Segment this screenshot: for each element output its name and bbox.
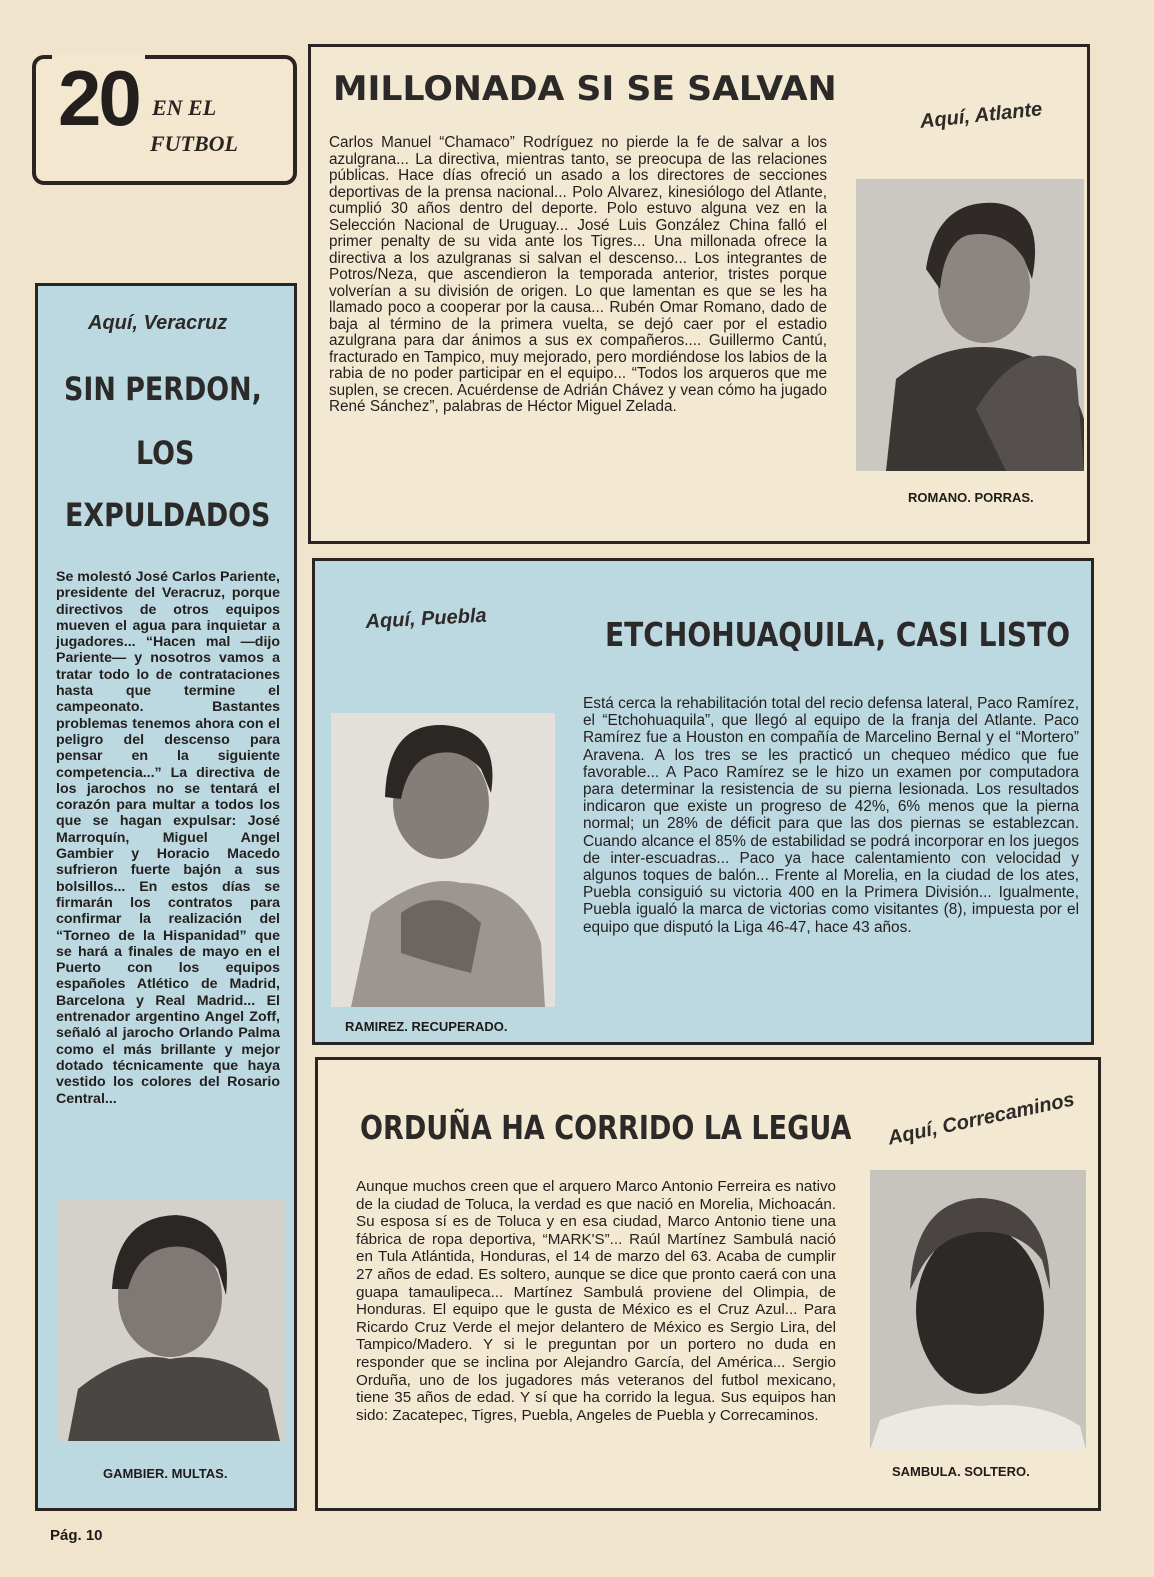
- article-body: Se molestó José Carlos Pariente, presidente del Veracruz, porque directivos de otros equipos mueven el agua para inquietar a jugadores... “Hacen mal —dijo Pariente— y nosotros vamos a tratar todo lo de contrataciones hasta que termine el campeonato. Bastantes problemas tenemos ahora con el peligro del descenso para pensar en la siguiente competencia...” La directiva de los jarochos no se tentará el corazón para multar a todos los que se hagan expulsar: José Marroquín, Miguel Angel Gambier y Horacio Macedo sufrieron fuerte bajón a sus bolsillos... En estos días se firmarán los contratos para confirmar la realización del “Torneo de la Hispanidad” que se hará a finales de mayo en el Puerto con los equipos españoles Atlético de Madrid, Barcelona y Real Madrid... El entrenador argentino Angel Zoff, señaló al jarocho Orlando Palma como el más brillante y mejor dotado técnicamente que haya vestido los colores del Rosario Central...: [56, 569, 280, 1107]
- section-masthead: [32, 55, 297, 185]
- player-photo-gambier: [58, 1199, 286, 1441]
- article-atlante: [308, 44, 1090, 544]
- photo-caption: ROMANO. PORRAS.: [908, 490, 1034, 505]
- photo-caption: GAMBIER. MULTAS.: [103, 1466, 228, 1481]
- section-number: 20: [52, 53, 145, 144]
- photo-caption: SAMBULA. SOLTERO.: [892, 1464, 1030, 1479]
- player-portrait-icon: [331, 713, 555, 1007]
- article-kicker: Aquí, Puebla: [365, 604, 488, 633]
- section-title-line1: EN EL: [152, 95, 217, 120]
- player-photo-romano: [856, 179, 1084, 471]
- article-body: Está cerca la rehabilitación total del recio defensa lateral, Paco Ramírez, el “Etchohuaquila”, que llegó al equipo de la franja del Atlante. Paco Ramírez fue a Houston en compañía de Marcelino Bernal y el “Mortero” Aravena. A los tres se les practicó un chequeo médico que fue favorable... A Paco Ramírez se le hizo un examen por computadora para determinar la resistencia de su pierna lesionada. Los resultados indicaron que existe un progreso de 42%, 6% menos que la pierna normal; un 28% de déficit para que las dos piernas se establezcan. Cuando alcance el 85% de estabilidad se podrá incorporar en los juegos de inter-escuadras... Paco ya hace calentamiento con velocidad y algunos toques de balón... Frente al Morelia, en la ciudad de los ates, Puebla consiguió su victoria 400 en la Primera División... Igualmente, Puebla igualó la marca de victorias como visitantes (8), impuesta por el equipo que disputó la Liga 46-47, hace 43 años.: [583, 695, 1079, 936]
- article-correcaminos: [315, 1057, 1101, 1511]
- player-portrait-icon: [856, 179, 1084, 471]
- player-portrait-icon: [58, 1199, 286, 1441]
- article-puebla: [312, 558, 1094, 1045]
- player-photo-ramirez: [331, 713, 555, 1007]
- section-title-line2: FUTBOL: [150, 131, 238, 156]
- article-veracruz: [35, 283, 297, 1511]
- player-photo-sambula: [870, 1170, 1086, 1450]
- article-body: Aunque muchos creen que el arquero Marco Antonio Ferreira es nativo de la ciudad de Toluca, la verdad es que nació en Morelia, Michoacán. Su esposa sí es de Toluca y en esa ciudad, Marco Antonio tiene una fábrica de ropa deportiva, “MARK'S”... Raúl Martínez Sambulá nació en Tula Atlántida, Honduras, el 14 de marzo del 63. Acaba de cumplir 27 años de edad. Es soltero, aunque se dice que pronto caerá con una guapa tamaulipeca... Martínez Sambulá proviene del Olimpia, de Honduras. El equipo que le gusta de México es el Cruz Azul... Para Ricardo Cruz Verde el mejor delantero de México es Sergio Lira, del Tampico/Madero. Y si le preguntan por un portero no duda en responder que se inclina por Alejandro García, del América... Sergio Orduña, uno de los jugadores más veteranos del futbol mexicano, tiene 35 años de edad. Y sí que ha corrido la legua. Sus equipos han sido: Zacatepec, Tigres, Puebla, Angeles de Puebla y Correcaminos.: [356, 1178, 836, 1424]
- article-headline-line1: SIN PERDON,: [64, 370, 262, 408]
- article-kicker: Aquí, Veracruz: [88, 312, 228, 334]
- page-number: Pág. 10: [50, 1527, 103, 1544]
- article-kicker: Aquí, Atlante: [919, 98, 1044, 133]
- article-headline: ETCHOHUAQUILA, CASI LISTO: [605, 615, 1071, 654]
- article-headline: MILLONADA SI SE SALVAN: [333, 69, 837, 109]
- article-kicker: Aquí, Correcaminos: [886, 1088, 1077, 1150]
- article-headline-line2: LOS: [136, 434, 195, 472]
- player-portrait-icon: [870, 1170, 1086, 1450]
- article-headline: ORDUÑA HA CORRIDO LA LEGUA: [360, 1108, 852, 1147]
- article-headline-line3: EXPULDADOS: [65, 496, 271, 534]
- article-body: Carlos Manuel “Chamaco” Rodríguez no pierde la fe de salvar a los azulgrana... La directiva, mientras tanto, se preocupa de las relaciones públicas. Hace días ofreció un asado a los directores de secciones deportivas de la prensa nacional... Polo Alvarez, kinesiólogo del Atlante, cumplió 30 años dentro del deporte. Polo estuvo alguna vez en la Selección Nacional de Uruguay... José Luis González China falló el primer penalty de su vida ante los Tigres... Una millonada ofrece la directiva a los azulgranas si salvan el descenso... Los integrantes de Potros/Neza, que ascendieron la temporada anterior, tristes porque volverían a su división de origen. Lo que lamentan es que se les ha llamado poco a cooperar por la causa... Rubén Omar Romano, dado de baja al término de la primera vuelta, se dejó caer por el estadio azulgrana para dar ánimos a sus ex compañeros.... Guillermo Cantú, fracturado en Tampico, muy mejorado, pero mordiéndose los labios de la rabia de no poder participar en el equipo... “Todos los arqueros que me suplen, se crecen. Acuérdense de Adrián Chávez y vean cómo ha jugado René Sánchez”, palabras de Héctor Miguel Zelada.: [329, 134, 827, 415]
- photo-caption: RAMIREZ. RECUPERADO.: [345, 1019, 508, 1034]
